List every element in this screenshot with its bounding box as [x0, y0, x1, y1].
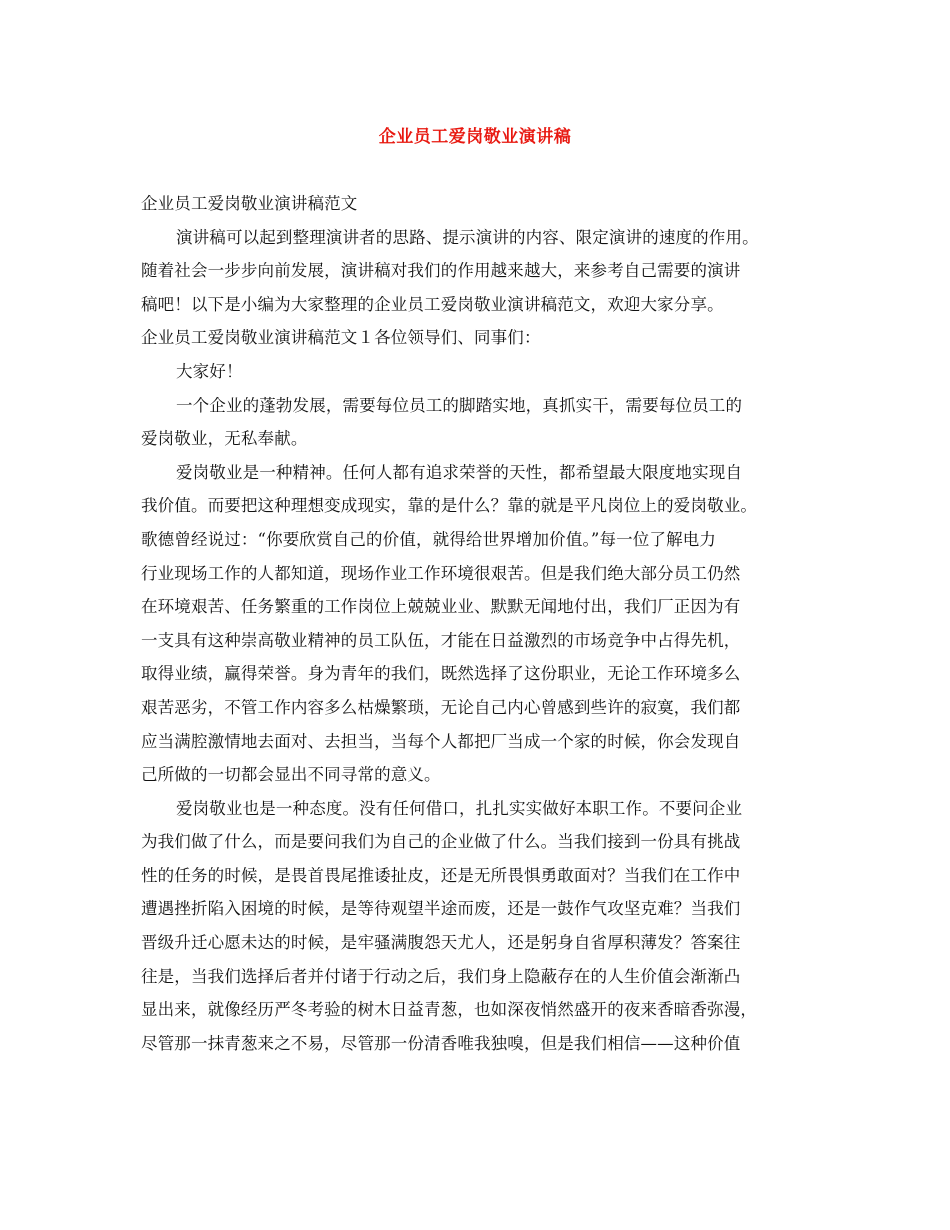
text-line: 行业现场工作的人都知道，现场作业工作环境很艰苦。但是我们绝大部分员工仍然 — [141, 563, 741, 583]
text-line: 爱岗敬业是一种精神。任何人都有追求荣誉的天性，都希望最大限度地实现自 — [176, 462, 743, 482]
text-line: 企业员工爱岗敬业演讲稿范文１各位领导们、同事们： — [141, 328, 541, 348]
text-line: 尽管那一抹青葱来之不易，尽管那一份清香唯我独嗅，但是我们相信——这种价值 — [141, 1033, 741, 1053]
text-line: 随着社会一步步向前发展，演讲稿对我们的作用越来越大，来参考自己需要的演讲 — [141, 261, 741, 281]
text-line: 应当满腔激情地去面对、去担当，当每个人都把厂当成一个家的时候，你会发现自 — [141, 731, 741, 751]
text-line: 我价值。而要把这种理想变成现实，靠的是什么？靠的就是平凡岗位上的爱岗敬业。 — [141, 496, 758, 516]
text-line: 往是，当我们选择后者并付诸于行动之后，我们身上隐蔽存在的人生价值会渐渐凸 — [141, 966, 741, 986]
text-line: 艰苦恶劣，不管工作内容多么枯燥繁琐，无论自己内心曾感到些许的寂寞，我们都 — [141, 697, 741, 717]
text-line: 己所做的一切都会显出不同寻常的意义。 — [141, 765, 441, 785]
text-line: 在环境艰苦、任务繁重的工作岗位上兢兢业业、默默无闻地付出，我们厂正因为有 — [141, 597, 741, 617]
text-line: 企业员工爱岗敬业演讲稿范文 — [141, 194, 358, 213]
text-line: 为我们做了什么，而是要问我们为自己的企业做了什么。当我们接到一份具有挑战 — [141, 832, 741, 852]
text-line: 演讲稿可以起到整理演讲者的思路、提示演讲的内容、限定演讲的速度的作用。 — [176, 227, 759, 247]
text-line: 歌德曾经说过：“你要欣赏自己的价值，就得给世界增加价值。”每一位了解电力 — [141, 529, 717, 549]
text-line: 晋级升迁心愿未达的时候，是牢骚满腹怨天尤人，还是躬身自省厚积薄发？答案往 — [141, 933, 741, 953]
document-body — [141, 187, 811, 1060]
text-line: 爱岗敬业，无私奉献。 — [141, 429, 308, 449]
text-line: 爱岗敬业也是一种态度。没有任何借口，扎扎实实做好本职工作。不要问企业 — [176, 798, 743, 818]
text-line: 大家好！ — [176, 361, 243, 381]
text-line: 一支具有这种崇高敬业精神的员工队伍，才能在日益激烈的市场竞争中占得先机， — [141, 630, 741, 650]
text-line: 显出来，就像经历严冬考验的树木日益青葱，也如深夜悄然盛开的夜来香暗香弥漫， — [141, 1000, 758, 1020]
text-line: 取得业绩，赢得荣誉。身为青年的我们，既然选择了这份职业，无论工作环境多么 — [141, 664, 741, 684]
text-line: 一个企业的蓬勃发展，需要每位员工的脚踏实地，真抓实干，需要每位员工的 — [176, 395, 743, 415]
text-line: 稿吧！以下是小编为大家整理的企业员工爱岗敬业演讲稿范文，欢迎大家分享。 — [141, 294, 724, 314]
document-title: 企业员工爱岗敬业演讲稿 — [378, 127, 572, 147]
text-line: 性的任务的时候，是畏首畏尾推诿扯皮，还是无所畏惧勇敢面对？当我们在工作中 — [141, 865, 741, 885]
text-line: 遭遇挫折陷入困境的时候，是等待观望半途而废，还是一鼓作气攻坚克难？当我们 — [141, 899, 741, 919]
